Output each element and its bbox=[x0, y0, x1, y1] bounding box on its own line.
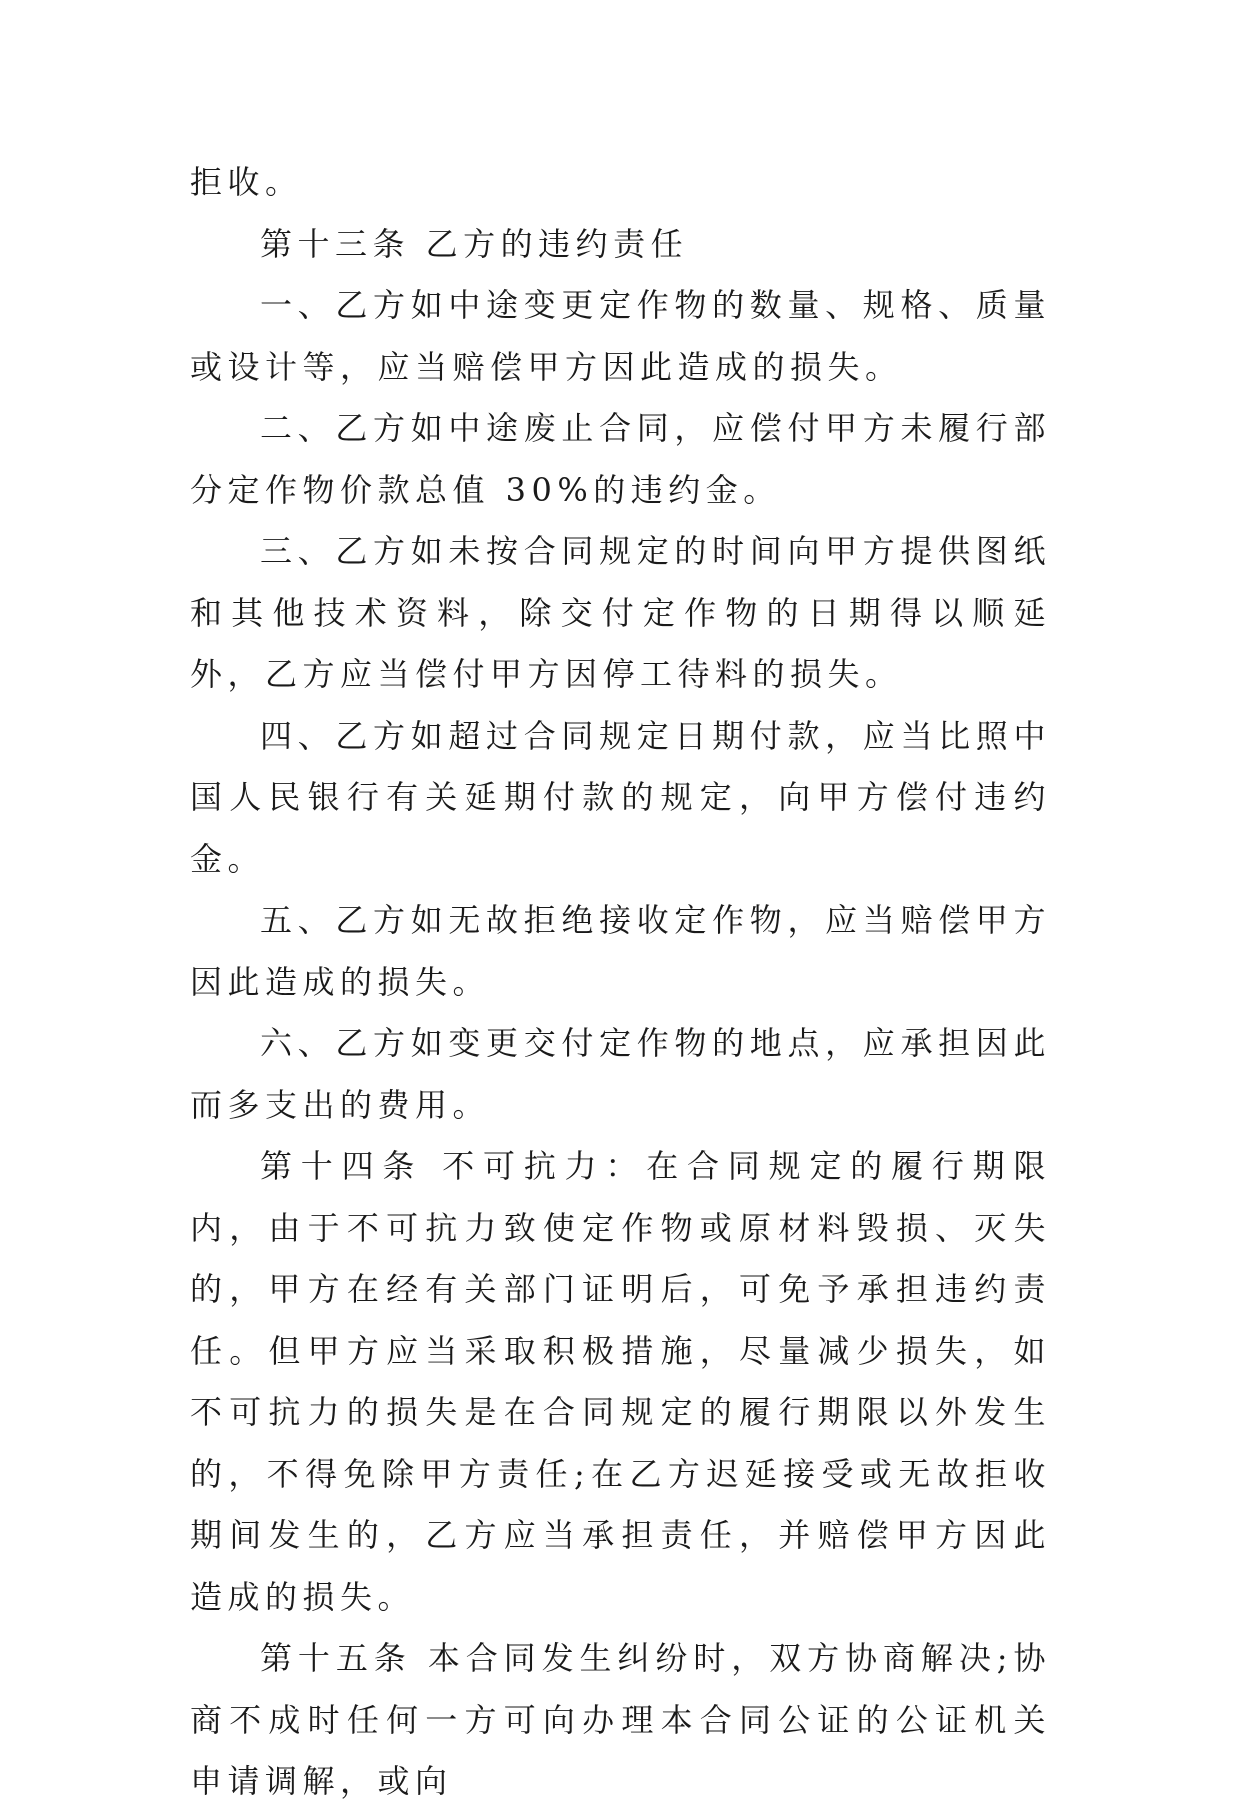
article-13-item-3: 三、乙方如未按合同规定的时间向甲方提供图纸和其他技术资料，除交付定作物的日期得以顺延外，乙方应当偿付甲方因停工待料的损失。 bbox=[190, 532, 1051, 693]
article-15-disputes: 第十五条 本合同发生纠纷时，双方协商解决;协商不成时任何一方可向办理本合同公证的公证机关申请调解，或向 bbox=[190, 1639, 1051, 1800]
article-14-force-majeure: 第十四条 不可抗力：在合同规定的履行期限内，由于不可抗力致使定作物或原材料毁损、灭失的，甲方在经有关部门证明后，可免予承担违约责任。但甲方应当采取积极措施，尽量减少损失，如不可抗力的损失是在合同规定的履行期限以外发生的，不得免除甲方责任;在乙方迟延接受或无故拒收期间发生的，乙方应当承担责任，并赔偿甲方因此造成的损失。 bbox=[190, 1147, 1051, 1616]
article-13-item-2: 二、乙方如中途废止合同，应偿付甲方未履行部分定作物价款总值 30%的违约金。 bbox=[190, 409, 1051, 509]
article-13-item-6: 六、乙方如变更交付定作物的地点，应承担因此而多支出的费用。 bbox=[190, 1024, 1051, 1124]
article-13-item-1: 一、乙方如中途变更定作物的数量、规格、质量或设计等，应当赔偿甲方因此造成的损失。 bbox=[190, 286, 1051, 386]
article-13-item-4: 四、乙方如超过合同规定日期付款，应当比照中国人民银行有关延期付款的规定，向甲方偿付违约金。 bbox=[190, 716, 1051, 878]
article-13-heading: 第十三条 乙方的违约责任 bbox=[260, 224, 689, 263]
article-13-item-5: 五、乙方如无故拒绝接收定作物，应当赔偿甲方因此造成的损失。 bbox=[190, 901, 1051, 1001]
paragraph-continuation: 拒收。 bbox=[190, 163, 303, 201]
document-body bbox=[190, 152, 1051, 1813]
